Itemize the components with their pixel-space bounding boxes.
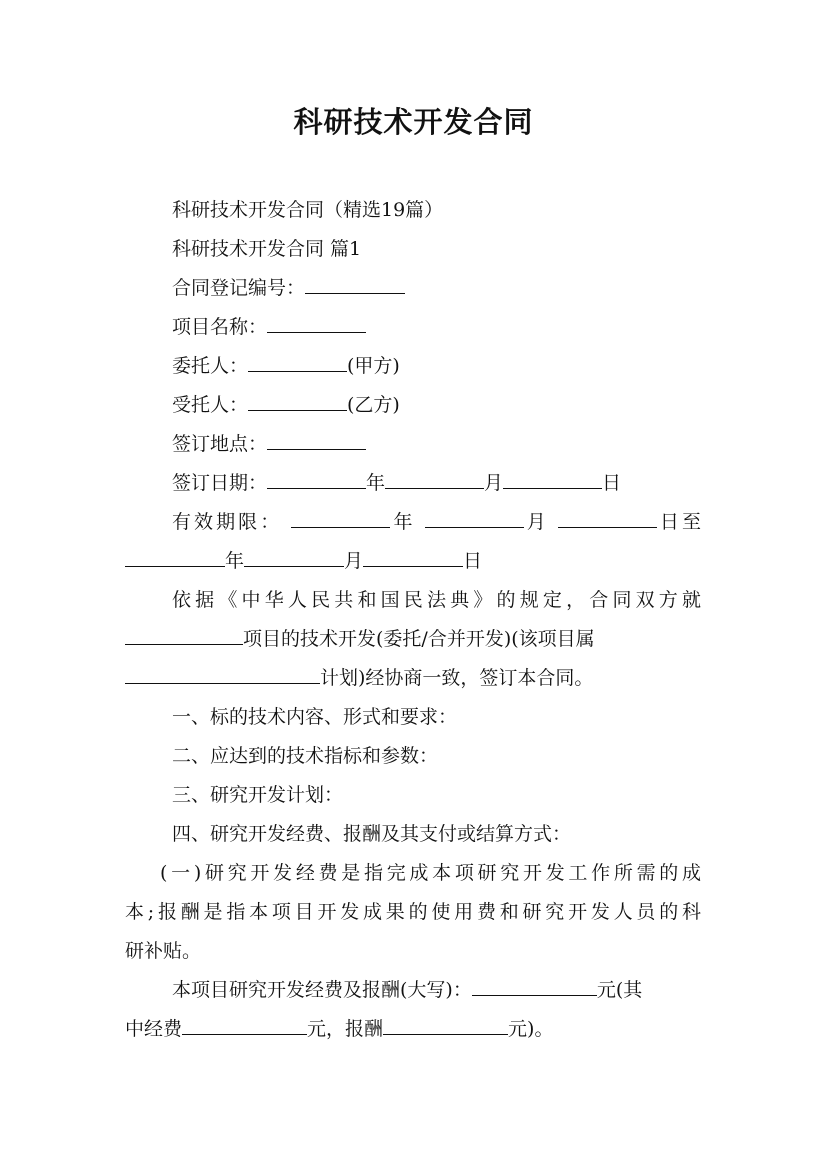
contract-number-line [125, 269, 701, 308]
validity-start-month-blank [425, 507, 524, 528]
intro-line-1: 依据《中华人民共和国民法典》的规定，合同双方就 [172, 589, 701, 611]
year-label: 年 [390, 511, 416, 533]
month-label: 月 [344, 550, 364, 572]
client-blank [248, 351, 347, 372]
fee-line-2-tail: 元)。 [508, 1018, 554, 1040]
project-name-blank [267, 312, 366, 333]
client-label: 委托人： [172, 355, 249, 377]
contract-number-label: 合同登记编号： [172, 277, 306, 299]
signing-place-blank [267, 429, 366, 450]
intro-line-2 [125, 620, 701, 659]
subtitle-line: 科研技术开发合同（精选19篇） [172, 199, 444, 221]
fee-line-2-mid: 元，报酬 [307, 1018, 384, 1040]
clause-1-line-3: 研补贴。 [125, 940, 202, 962]
fee-line-1-tail: 元(其 [596, 979, 643, 1001]
signing-place-line [125, 425, 701, 464]
project-blank [125, 624, 243, 645]
signing-year-blank [267, 468, 366, 489]
signing-month-blank [385, 468, 484, 489]
document-body [125, 191, 701, 1049]
trustee-line [125, 386, 701, 425]
reward-blank [383, 1014, 508, 1035]
validity-end-month-blank [244, 546, 344, 567]
item-1: 一、标的技术内容、形式和要求： [172, 706, 458, 728]
client-line [125, 347, 701, 386]
year-label: 年 [366, 472, 386, 494]
item-2: 二、应达到的技术指标和参数： [172, 745, 439, 767]
year-label: 年 [225, 550, 245, 572]
day-label: 日 [463, 550, 483, 572]
intro-line-3-text: 计划)经协商一致，签订本合同。 [320, 667, 594, 689]
fee-line-1 [125, 971, 701, 1010]
project-name-label: 项目名称： [172, 316, 268, 338]
intro-line-2-text: 项目的技术开发(委托/合并开发)(该项目属 [243, 628, 595, 650]
trustee-blank [248, 390, 347, 411]
expense-blank [182, 1014, 307, 1035]
day-to-label: 日至 [656, 511, 701, 533]
day-label: 日 [602, 472, 622, 494]
item-3: 三、研究开发计划： [172, 784, 344, 806]
validity-start-year-blank [291, 507, 390, 528]
project-name-line [125, 308, 701, 347]
month-label: 月 [484, 472, 504, 494]
signing-date-line [125, 464, 701, 503]
contract-number-blank [305, 273, 405, 294]
document-title: 科研技术开发合同 [293, 105, 534, 139]
fee-label: 本项目研究开发经费及报酬(大写)： [172, 979, 472, 1001]
validity-label: 有效期限： [172, 511, 283, 533]
signing-date-label: 签订日期： [172, 472, 268, 494]
signing-day-blank [503, 468, 602, 489]
fee-line-2 [125, 1010, 701, 1049]
clause-1-line-1: (一)研究开发经费是指完成本项研究开发工作所需的成 [160, 862, 701, 884]
total-fee-blank [472, 975, 597, 996]
validity-end-day-blank [363, 546, 463, 567]
intro-line-3 [125, 659, 701, 698]
validity-end-line [125, 542, 701, 581]
party-a-label: (甲方) [347, 355, 400, 377]
section-heading: 科研技术开发合同 篇1 [172, 238, 362, 260]
clause-1-line-2: 本;报酬是指本项目开发成果的使用费和研究开发人员的科 [125, 901, 701, 923]
month-label: 月 [523, 511, 549, 533]
fee-line-2-head: 中经费 [125, 1018, 183, 1040]
validity-end-year-blank [125, 546, 225, 567]
plan-blank [125, 663, 320, 684]
validity-start-day-blank [558, 507, 657, 528]
party-b-label: (乙方) [347, 394, 400, 416]
signing-place-label: 签订地点： [172, 433, 268, 455]
validity-line [125, 503, 701, 542]
item-4: 四、研究开发经费、报酬及其支付或结算方式： [172, 823, 572, 845]
trustee-label: 受托人： [172, 394, 249, 416]
